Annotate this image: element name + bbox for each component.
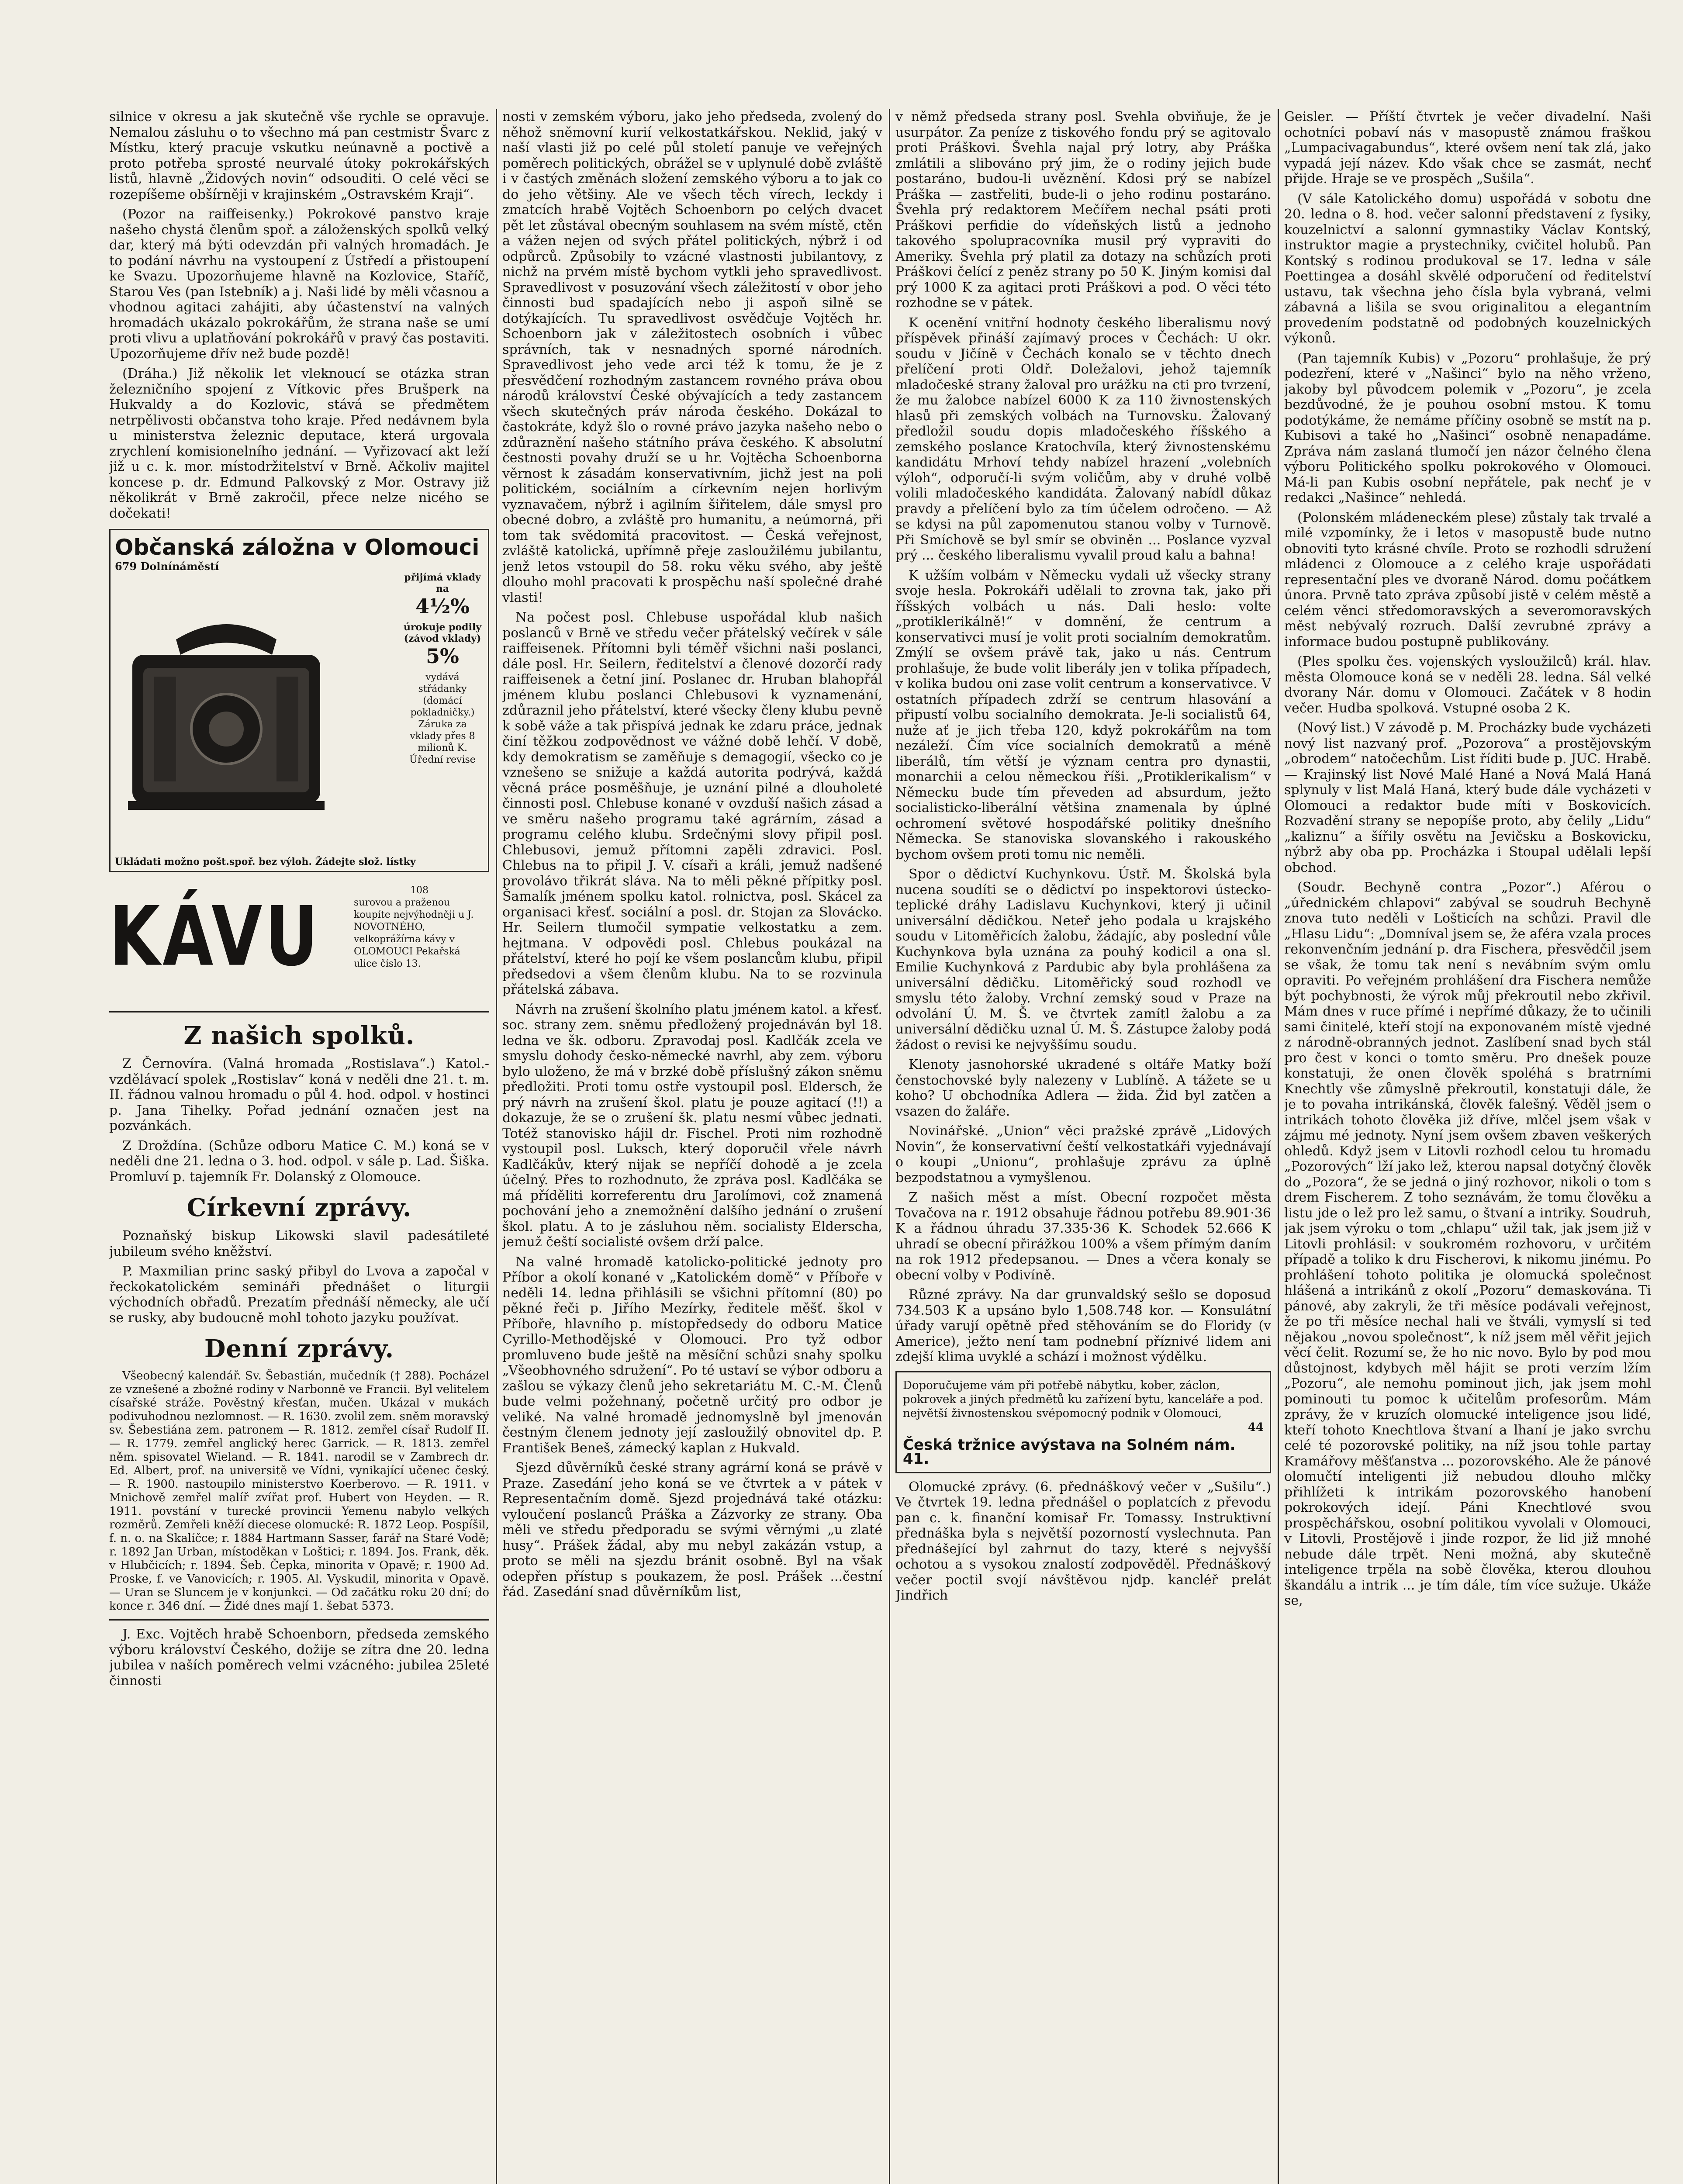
divider [109, 1619, 489, 1621]
furniture-advertisement: Doporučujeme vám při potřebě nábytku, kober, záclon, pokrovek a jiných předmětů ku zařízení bytu, kanceláře a pod. největší živnostenskou svépomocný podnik v Olomouci, 44 Česká tržnice avýstava na Solném nám. 41. [895, 1371, 1271, 1473]
paragraph: (Dráha.) Již několik let vleknoucí se otázka stran železničního spojení z Vítkovic přes Brušperk na Hukvaldy a do Kozlovic, stává se předmětem netrpělivosti občanstva toho kraje. Před nedávnem byla u ministerstva železnic deputace, která urgovala zrychlení komisionelního jednání. — Vyřizovací akt leží již u c. k. mor. místodržitelství v Brně. Ačkoliv majitel koncese p. dr. Edmund Palkovský z Mor. Ostravy již několikrát v Brně zakročil, přece nelze nicého se dočekati! [109, 366, 489, 521]
paragraph: (Pozor na raiffeisenky.) Pokrokové panstvo kraje našeho chystá členům spoř. a záloženských spolků velký dar, který má býti odevzdán při valných hromadách. Je to podání návrhu na vystoupení z Ústředí a přistoupení ke Svazu. Upozorňujeme hlavně na Kozlovice, Staříč, Starou Ves (pan Istebník) a j. Naši lidé by měli včasnou a vhodnou agitaci zahájiti, aby účastenství na valných hromadách ukázalo pokrokářům, že strana naše se umí proti vlivu a uplatňování pokrokářů v pravý čas postaviti. Upozorňujeme dřív než bude pozdě! [109, 207, 489, 362]
paragraph: v němž předseda strany posl. Svehla obviňuje, že je usurpátor. Za peníze z tiskového fondu prý se agitovalo proti Práškovi. Švehla najal prý lotry, aby Práška zmlátili a slibováno prý jim, že o rodiny jejich bude postaráno, budou-li uvěznění. Kdosi prý se nabízel Práška — zastřeliti, bude-li o jeho rodinu postaráno. Švehla prý redaktorem Mečířem nechal psáti proti Práškovi perfidie do vídeňských listů a jednoho takového spolupracovníka musil prý vypraviti do Ameriky. Švehla prý platil za dotazy na schůzích proti Práškovi čelící z peněz strany po 50 K. Jiným komisi dal prý 1000 K za agitaci proti Práškovi a pod. O věci této rozhodne se v pátek. [895, 109, 1271, 311]
paragraph: K užším volbám v Německu vydali už všecky strany svoje hesla. Pokrokáři udělali to zrovna tak, jako při říšských volbách u nás. Dali heslo: volte „protiklerikálně!“ v domnění, že centrum a konservativci musí je volit proti socialním demokratům. Zmýlí se ovšem právě tak, jako u nás. Centrum prohlašuje, že bude volit liberály jen v tolika případech, v kolika budou oni zase volit centrum a konservativce. V ostatních případech zdrží se centrum hlasování a připustí volbu socialního demokrata. Je-li socialistů 64, nuže ať je jich třeba 120, když pokrokářům na tom nezáleží. Čím více socialních demokratů a méně liberálů, tím větší je význam centra pro dynastii, monarchii a celou německou říši. „Protiklerikalism“ v Německu bude tím převeden ad absurdum, ježto socialisticko-liberální většina znamenala by úplné ochromení světové hospodářské politiky dnešního Německa. Se stanoviska slovanského i rakouského bychom ovšem proti tomu nic neměli. [895, 567, 1271, 862]
paragraph: Geisler. — Příští čtvrtek je večer divadelní. Naši ochotníci pobaví nás v masopustě známou fraškou „Lumpacivagabundus“, které ovšem není tak zlá, jako vypadá její název. Kdo však chce se zasmát, nechť přijde. Hraje se ve prospěch „Sušila“. [1284, 109, 1651, 187]
paragraph: Poznaňský biskup Likowski slavil padesátileté jubileum svého kněžství. [109, 1228, 489, 1259]
column-rule [1278, 109, 1279, 2184]
bank-title: Občanská záložna v Olomouci [115, 535, 480, 560]
section-heading: Denní zprávy. [204, 1334, 394, 1363]
paragraph: (Pan tajemník Kubis) v „Pozoru“ prohlašuje, že prý podezření, které v „Našinci“ bylo na něho vrženo, jakoby byl původcem polemik v „Pozoru“, je zcela bezdůvodné, že je pouhou osobní mstou. K tomu podotýkáme, že nemáme příčiny osobně se mstít na p. Kubisovi a také ho „Našinci“ osobně nenapadáme. Zpráva nám zaslaná tlumočí jen názor čelného člena výboru Politického spolku pokrokového v Olomouci. Má-li pan Kubis osobní nepřátele, pak nechť je v redakci „Našince“ nehledá. [1284, 350, 1651, 505]
bank-advertisement [109, 529, 489, 872]
coffee-text: 108 surovou a praženou koupíte nejvýhodněji u J. NOVOTNÉHO, velkoprážírna kávy v OLOMOUCI Pekařská ulice číslo 13. [354, 885, 474, 969]
paragraph: Klenoty jasnohorské ukradené s oltáře Matky boží čenstochovské byly nalezeny v Lublíně. A tážete se u koho? U obchodníka Adlera — žida. Žid byl zatčen a vsazen do žaláře. [895, 1057, 1271, 1119]
paragraph: Sjezd důvěrníků české strany agrární koná se právě v Praze. Zasedání jeho koná se ve čtvrtek a v pátek v Representačním domě. Sjezd projednává také otázku: vyloučení poslanců Práška a Zázvorky ze strany. Oba měli ve středu předporadu se svými věrnými „u zlaté husy“. Prášek žádal, aby mu nebyl zakázán vstup, a proto se měli na sjezdu bránit osobně. Byl na však odepřen přístup s poukazem, že posl. Prášek ...čestní řád. Zasedání snad důvěrníkům list, [502, 1460, 882, 1600]
paragraph: (Soudr. Bechyně contra „Pozor“.) Aférou o „úřednickém chlapovi“ zabýval se soudruh Bechyně znova tuto neděli v Lošticích na schůzi. Pravil dle „Hlasu Lidu“: „Domníval jsem se, že aféra vzala proces rekonvenčním jednání p. dra Fischera, přesvědčil jsem se však, že tomu tak není s nevábním svým omlu opraviti. Po veřejném prohlášení dra Fischera nemůže být pochybnosti, že výrok můj překroutil nebo zkřivil. Mám dnes v ruce přímé i nepřímé důkazy, že to učinili sami činitelé, kteří stojí na exponovaném místě vjedné z národně-obranných jednot. Zaslíbení snad bych stál pro čest v konci o tomto směru. Pro dnešek pouze konstatuji, že onen člověk spoléhá s bratrními Knechtly vše zůmyslně překroutil, konstatuji dále, že je to povaha intrikánská, člověk falešný. Věděl jsem o intrikách tohoto člověka již dříve, mlčel jsem však v zájmu mé jednoty. Nyní jsem ovšem zbaven veškerých ohledů. Když jsem v Litovli rozhodl celou tu hromadu „Pozorových“ lží jako lež, kterou napsal dotyčný člověk do „Pozora“, že se jedná o jiný rozhovor, nikoli o tom s drem Fischerem. Z toho seznávám, že tomu člověku a listu jde o lež pro lež samu, o štvaní a intriky. Soudruh, jak jsem výroku o tom „chlapu“ užil tak, jak jsem již v Litovli prohlásil: v soukromém rozhovoru, v určitém případě a toliko k dru Fischerovi, k nikomu jinému. Po prohlášení tohoto politika je olomucká společnost hlášená a intrikánů z okolí „Pozoru“ demaskována. Ti pánové, aby zakryli, že tři měsíce podávali veřejnost, že po tři měsíce nechal hali ve štváli, vymyslí si teď nějakou „novou společnost“, k níž jsem měl věřit jejich věcí čelit. Rozumí se, že ho nic novo. Bylo by pod mou důstojnost, kdybych měl hájit se proti verzím lžím „Pozoru“, ale nemohu pominout jich, jak jsem mohl pominouti tu pomoc k učitelům profesorům. Mám zprávy, že v kruzích olomucké inteligence jsou lidé, kteří tohoto Knechtlova štvaní a lhaní je jako svrchu celé té pozorovské politiky, na níž jsou tohle partay Kramářovy měšťanstva ... pozorovského. Ale že pánové olomučtí inteligenti již nebudou dlouho mlčky přihlížeti k intrikám pozorovského hanobení pokrokových idejí. Páni Knechtlové svou prospěchářskou, osobní politikou vyvolali v Olomouci, v Litovli, Prostějově i jinde rozpor, že lid již mnohé nebude dále trpět. Neni možná, aby skutečně inteligence trpěla na sobě člověka, kterou dlouhou škandálu a intrik ... je tím dále, tím více sužuje. Ukáže se, [1284, 880, 1651, 1608]
paragraph: (Ples spolku čes. vojenských vysloužilců) král. hlav. města Olomouce koná se v neděli 28. ledna. Sál velké dvorany Nár. domu v Olomouci. Začátek v 8 hodin večer. Hudba spolková. Vstupné osoba 2 K. [1284, 654, 1651, 716]
paragraph: P. Maxmilian princ saský přibyl do Lvova a započal v řeckokatolickém semináři přednášet o liturgii východních obřadů. Prezatím přednáší německy, ale učí se rusky, aby budoucně mohl tohoto jazyku používat. [109, 1264, 489, 1326]
paragraph: Různé zprávy. Na dar grunvaldský sešlo se doposud 734.503 K a upsáno bylo 1,508.748 kor. — Konsulátní úřady varují opětně před stěhováním se do Floridy (v Americe), ježto není tam podnební příznivé lidem ani zdejší klima uvyklé a schází i možnost výdělku. [895, 1287, 1271, 1365]
coffee-headline: KÁVU [109, 889, 321, 985]
column-4 [1284, 109, 1651, 2184]
paragraph: Spor o dědictví Kuchynkovu. Ústř. M. Školská byla nucena soudíti se o dědictví po inspektorovi ústecko-teplické dráhy Ladislavu Kuchynkovi, který ji učinil universální dědičkou. Neteř jeho podala u krajského soudu v Litoměřicích žalobu, žádajíc, aby poslední vůle Kuchynkova byla uznána za pouhý kodicil a ona sl. Emilie Kuchynková z Pardubic aby byla prohlášena za universální dědičku. Litoměřický soud rozhodl ve smyslu této žaloby. Vrchní zemský soud v Praze na odvolání Ú. M. Š. ve čtvrtek zamítl žalobu a za universální dědičku uznal Ú. M. Š. Zástupce žaloby podá žádost o revisi ke nejvyššímu soudu. [895, 867, 1271, 1053]
safe-box-icon [124, 613, 329, 819]
paragraph: (Polonském mládeneckém plese) zůstaly tak trvalé a milé vzpomínky, že i letos v masopustě bude nutno obnoviti tyto krásné chvíle. Proto se rozhodli sdružení mládenci z Olomouce a z celého kraje uspořádati representační ples ve dvoraně Národ. domu počátkem února. Prvně tato zpráva způsobí jistě v celém městě a celém věnci středomoravských a severomoravských měst nebývalý rozruch. Další zevrubné zprávy a informace budou postupně publikovány. [1284, 510, 1651, 650]
section-heading: Z našich spolků. [183, 1021, 415, 1050]
paragraph: K ocenění vnitřní hodnoty českého liberalismu nový příspěvek přináší zajímavý proces v Čechách: U okr. soudu v Jičíně v Čechách konalo se v těchto dnech přelíčení proti Oldř. Doležalovi, jehož tajemník mladočeské strany žaloval pro urážku na cti pro tvrzení, že mu žalobce nabízel 6000 K za 110 živnostenských hlasů při zemských volbách na Turnovsku. Žalovaný předložil soudu dopis mladočeského říšského a zemského poslance Kratochvíla, který živnostenskému kandidátu Mrhoví tehdy nabízel hrazení „volebních výloh“, odporučí-li svým voličům, aby v druhé volbě volili mladočeského kandidáta. Žalovaný nabídl důkaz pravdy a přelíčení bylo za tím účelem odročeno. — Až se kdysi na půl zapomenutou stanou volby v Turnově. Při Smíchově se byl smír se obviněn ... Poslance vyzval prý ... českého liberalismu vyvalil proud kalu a bahna! [895, 315, 1271, 563]
bank-address: 679 Dolnínáměstí [115, 560, 219, 573]
column-2 [502, 109, 882, 2184]
paragraph: Z Droždína. (Schůze odboru Matice C. M.) koná se v neděli dne 21. ledna o 3. hod. odpol. v sále p. Lad. Šiška. Promluví p. tajemník Fr. Dolanský z Olomouce. [109, 1138, 489, 1185]
paragraph: Z Černovíra. (Valná hromada „Rostislava“.) Katol.-vzdělávací spolek „Rostislav“ koná v neděli dne 21. t. m. II. řádnou valnou hromadu o půl 4. hod. odpol. v hostinci p. Jana Tihelky. Pořad jednání označen jest na pozvánkách. [109, 1056, 489, 1133]
paragraph: nosti v zemském výboru, jako jeho předseda, zvolený do něhož sněmovní kurií velkostatkářskou. Neklid, jaký v naší vlasti již po celé půl století panuje ve veřejných poměrech politických, obrážel se v uplynulé době zvláště i v častých změnách složení zemského výboru a to jak co do jeho většiny. Ale ve všech těch vírech, leckdy i zmatcích hrabě Vojtěch Schoenborn po celých dvacet pět let zůstával obecným souhlasem na svém místě, ctěn a vážen nejen od svých přátel politických, nýbrž i od odpůrců. Způsobily to vzácné vlastnosti jubilantovy, z nichž na prvém místě bychom vytkli jeho spravedlivost. Spravedlivost v posuzování všech záležitostí v obor jeho činnosti bud spadajících nebo ji aspoň silně se dotýkajících. Tu spravedlivost osvědčuje Vojtěch hr. Schoenborn jak v záležitostech osobních i vůbec správních, tak v nesnadných sporné národních. Spravedlivost jeho vede arci též k tomu, že je z přesvědčení rozhodným zastancem rovného práva obou národů království České obývajících a tedy zastancem všech skutečných práv národa českého. Dokázal to častokráte, když šlo o rovné právo jazyka našeho nebo o zdůraznění našeho státního práva českého. K absolutní čestnosti povahy druží se u hr. Vojtěcha Schoenborna věrnost k zásadám konservativním, jichž jest na poli politickém, sociálním a církevním nejen horlivým vyznavačem, nýbrž i agilním šiřitelem, dále smysl pro obecné dobro, a zvláště pro humanitu, a neúmorná, při tom tak svědomitá pracovitost. — Česká veřejnost, zvláště katolická, upřímně přeje zasloužilému jubilantu, jenž letos vstoupil do 58. roku věku svého, aby ještě dlouho mohl pracovati k prospěchu naší společné drahé vlasti! [502, 109, 882, 605]
paragraph: Olomucké zprávy. (6. přednáškový večer v „Sušilu“.) Ve čtvrtek 19. ledna přednášel o poplatcích z převodu pan c. k. finanční komisař Fr. Tomassy. Instruktivní přednáška byla s největší pozorností vyslechnuta. Pan přednášející byl zahrnut do tazy, které s nejvyšší ochotou a s vysokou znalostí zodpověděl. Přednáškový večer poctil svojí návštěvou njdp. kancléř prelát Jindřich [895, 1479, 1271, 1603]
paragraph: (Nový list.) V závodě p. M. Procházky bude vycházeti nový list nazvaný prof. „Pozorova“ a prostějovským „obrodem“ natočechům. List říditi bude p. JUC. Hrabě. — Krajinský list Nové Malé Hané a Nová Malá Haná splynuly v list Malá Haná, který bude dále vycházeti v Olomouci a redaktor bude míti v Boskovicích. Rozvadění strany se nepopíše proto, aby čelily „Lidu“ „kaliznu“ a šířily osvětu na Jevičsku a Boskovicku, nýbrž aby oba pp. Procházka i Stoupal udělali lepší obchod. [1284, 720, 1651, 875]
coffee-advertisement [109, 880, 489, 1013]
rate-box-1: přijímá vklady na 4½% úrokuje podily (závod vklady) 5% vydává střádanky (domácí pokladničky.) Záruka za vklady přes 8 milionů K. Úřední revise [403, 572, 482, 765]
column-3 [895, 109, 1271, 2184]
bank-footer: Ukládati možno pošt.spoř. bez výloh. Žádejte slož. lístky [115, 856, 416, 867]
section-heading: Církevní zprávy. [187, 1193, 412, 1222]
paragraph: Návrh na zrušení školního platu jménem katol. a křesť. soc. strany zem. sněmu předložený projednáván byl 18. ledna ve šk. odboru. Zpravodaj posl. Kadlčák zcela ve smyslu dohody česko-německé navrhl, aby zem. výboru bylo uloženo, že má v brzké době příslušný zákon sněmu předložiti. Proti tomu ostře vystoupil posl. Eldersch, že prý návrh na zrušení škol. platu je pouze agitací (!!) a dokazuje, že se o zrušení šk. platu nesmí vůbec jednati. Totéž stanovisko hájil dr. Fischel. Proti nim rozhodně vystoupil posl. Luksch, který doporučil vřele návrh Kadlčákův, který nijak se nepříčí dohodě a je zcela účelný. Přes to rozhodnuto, že zpráva posl. Kadlčáka se má příděliti korreferentu dru Jarolímovi, což znamená pochování jeho a znemožnění dalšího jednání o zrušení škol. platu. A to je zásluhou něm. socialisty Elderscha, jemuž čeští socialisté ovšem drží palce. [502, 1002, 882, 1250]
column-1 [109, 109, 489, 2184]
paragraph: Všeobecný kalendář. Sv. Šebastián, mučedník († 288). Pocházel ze vznešené a zbožné rodiny v Narbonně ve Francii. Byl velitelem císařské stráže. Pověstný křesťan, mučen. Ukázal v mukách podivuhodnou nezlomnost. — R. 1630. zvolil zem. sněm moravský sv. Šebestiána zem. patronem — R. 1812. zemřel císař Rudolf II. — R. 1779. zemřel anglický herec Garrick. — R. 1813. zemřel něm. spisovatel Wieland. — R. 1841. narodil se v Zambrech dr. Ed. Albert, prof. na universitě ve Vídni, vynikající učenec český. — R. 1900. nastoupilo ministerstvo Koerberovo. — R. 1911. v Mnichově zemřel malíř zvířat prof. Hubert von Heyden. — R. 1911. povstání v turecké provincii Yemenu nabylo velkých rozměrů. Zemřeli kněží diecese olomucké: R. 1872 Leop. Pospíšil, f. n. o. na Skalíčce; r. 1884 Hartmann Sasser, farář na Staré Vodě; r. 1892 Jan Urban, místoděkan v Loštici; r. 1894. Jos. Frank, děk. v Hlubčicích; r. 1894. Šeb. Čepka, minorita v Opavě; r. 1900 Ad. Proske, f. ve Vanovicích; r. 1905. Al. Vyskudil, minorita v Opavě. — Uran se Sluncem je v konjunkci. — Od začátku roku 20 dní; do konce r. 346 dní. — Židé dnes mají 1. šebat 5373. [109, 1369, 489, 1613]
column-rule [889, 109, 890, 2184]
paragraph: J. Exc. Vojtěch hrabě Schoenborn, předseda zemského výboru království Českého, dožije se zítra dne 20. ledna jubilea v naších poměrech velmi vzácného: jubilea 25leté činnosti [109, 1627, 489, 1689]
paragraph: Novinářské. „Union“ věci pražské zprávě „Lidových Novin“, že konservativní čeští velkostatkáři vyjednávají o koupi „Unionu“, prohlašuje zprávu za úplně bezpodstatnou a vymyšlenou. [895, 1123, 1271, 1185]
paragraph: (V sále Katolického domu) uspořádá v sobotu dne 20. ledna o 8. hod. večer salonní představení z fysiky, kouzelnictví a salonní gymnastiky Václav Kontský, instruktor magie a prystechniky, cvičitel holubů. Pan Kontský s rodinou produkoval se 17. ledna v sále Poettingea a dosáhl skvělé odporučení od ředitelství ustavu, tak všechna jeho čísla byla vybraná, velmi zábavná a lišila se svou originalitou a elegantním provedením podstatně od podobných kouzelnických výkonů. [1284, 191, 1651, 346]
paragraph: Na počest posl. Chlebuse uspořádal klub našich poslanců v Brně ve středu večer přátelský večírek v sále raiffeisenek. Přítomni byli téměř všichni naši poslanci, dále posl. Hr. Seilern, ředitelství a členové dozorčí rady raiffeisenek a četní jiní. Poslanec dr. Hruban blahopřál jménem klubu poslanci Chlebusovi k vyznamenání, zdůraznil jeho přátelství, které všecky členy klubu pevně k sobě váže a tak přispívá jednak ke zdaru práce, jednak činí těžkou zodpovědnost ve vážné době lehčí. V době, kdy demokratism se zaměňuje s demagogií, všecko co je vznešeno se snižuje a každá autorita podrývá, každá věcná práce posměšňuje, je uznání pilné a dlouholeté činnosti posl. Chlebuse konané v ovzduší našich zásad a ve směru našeho programu také agrárním, zásad a programu celého klubu. Srdečnými slovy připil posl. Chlebusovi, jemuž přítomni zapěli zdravici. Posl. Chlebus na to připil J. V. císaři a králi, jemuž nadšené provolávo třikrát sláva. Na to měli pěkné přípitky posl. Šamalík jménem spolku katol. rolnictva, posl. Skácel za organisaci křesť. sociální a posl. dr. Stojan za Slovácko. Hr. Seilern tlumočil sympatie velkostatku a zem. hejtmana. V odpovědi posl. Chlebus poukázal na přátelství, které ho pojí ke všem poslancům klubu, připil předsedovi a všem členům klubu. Na to se rozvinula přátelská zábava. [502, 610, 882, 997]
column-rule [496, 109, 497, 2184]
paragraph: silnice v okresu a jak skutečně vše rychle se opravuje. Nemalou zásluhu o to všechno má pan cestmistr Švarc z Místku, který pracuje vskutku neúnavně a poctivě a proto potřeba sprosté neurvalé útoky pokrokářských listů, hlavně „Židových novin“ odsouditi. O celé věci se rozepíšeme obšírněji v krajinském „Ostravském Kraji“. [109, 109, 489, 202]
newspaper-page [109, 109, 1651, 2184]
paragraph: Z našich měst a míst. Obecní rozpočet města Tovačova na r. 1912 obsahuje řádnou potřebu 89.901·36 K a řádnou úhradu 37.335·36 K. Schodek 52.666 K uhradí se obecní přirážkou 100% a všem přímým daním na rok 1912 předepsanou. — Dnes a včera konaly se obecní volby v Podivíně. [895, 1190, 1271, 1283]
paragraph: Na valné hromadě katolicko-politické jednoty pro Příbor a okolí konané v „Katolickém domě“ v Příboře v neděli 14. ledna přihlásili se všichni přítomní (80) po pěkné řeči p. Jiřího Mezírky, ředitele měšť. škol v Příboře, hlavního p. místopředsedy do odboru Matice Cyrillo-Methodějské v Olomouci. Pro tyž odbor promluveno bude ještě na měsíční schůzi snahy spolku „Všeobhovného sdružení“. Po té ustaví se výbor odboru a zašlou se výkazy členů jeho sekretariátu M. C.-M. Členů bude velmi požehnaný, početně určitý pro odbor je veliké. Na valné hromadě jednomyslně byl jmenován čestným členem jednoty její zasloužilý obnovitel dp. P. František Beneš, zámecký kaplan z Hukvald. [502, 1254, 882, 1456]
